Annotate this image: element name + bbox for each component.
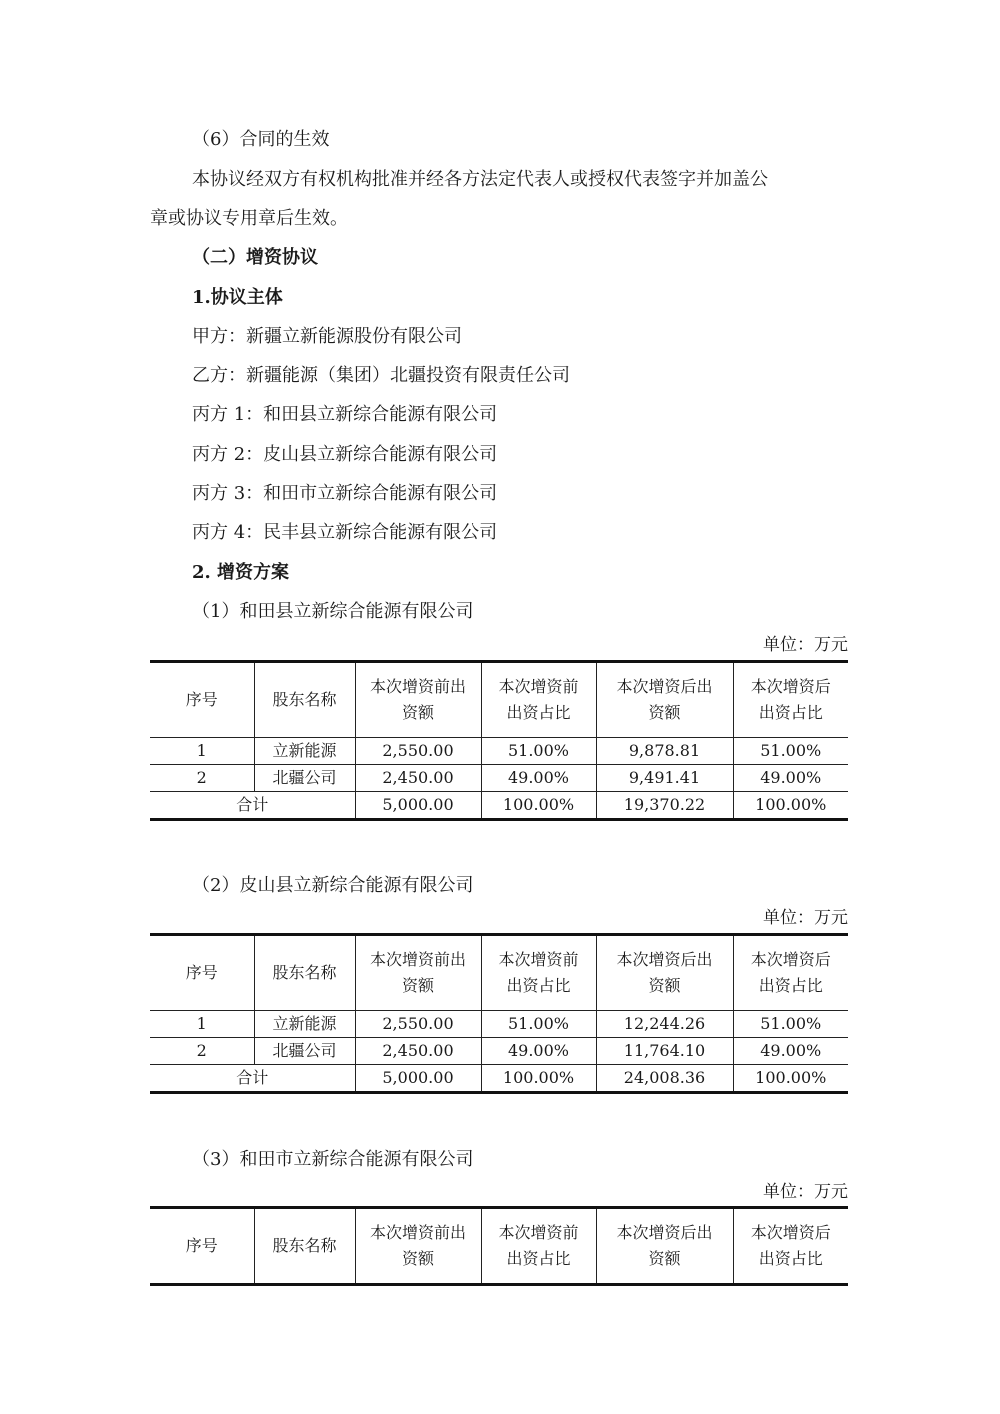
cell-no: 1	[150, 1011, 254, 1038]
contract-effect-text: 本协议经双方有权机构批准并经各方法定代表人或授权代表签字并加盖公	[192, 169, 768, 190]
header-after-amount: 本次增资后出 资额	[596, 935, 733, 1011]
cell-after-ratio: 51.00%	[733, 738, 848, 765]
contract-effect-text-cont: 章或协议专用章后生效。	[150, 208, 348, 229]
table-row	[150, 1011, 848, 1038]
party-c3: 丙方 3：和田市立新综合能源有限公司	[192, 483, 498, 504]
party-a: 甲方：新疆立新能源股份有限公司	[192, 326, 462, 347]
cell-after-amount: 12,244.26	[596, 1011, 733, 1038]
cell-no: 2	[150, 1038, 254, 1065]
cell-name: 立新能源	[254, 738, 355, 765]
table-2-unit: 单位：万元	[763, 908, 848, 928]
cell-after-ratio: 49.00%	[733, 765, 848, 792]
cell-before-amount: 5,000.00	[355, 1065, 481, 1093]
header-before-ratio: 本次增资前 出资占比	[481, 662, 596, 738]
header-after-amount: 本次增资后出 资额	[596, 1208, 733, 1285]
cell-before-ratio: 51.00%	[481, 738, 596, 765]
cell-after-amount: 11,764.10	[596, 1038, 733, 1065]
cell-before-ratio: 51.00%	[481, 1011, 596, 1038]
plan-heading: 2. 增资方案	[192, 562, 290, 583]
cell-before-ratio: 49.00%	[481, 765, 596, 792]
cell-after-amount: 19,370.22	[596, 792, 733, 820]
header-before-ratio: 本次增资前 出资占比	[481, 1208, 596, 1285]
cell-before-amount: 2,450.00	[355, 1038, 481, 1065]
cell-before-ratio: 49.00%	[481, 1038, 596, 1065]
cell-before-ratio: 100.00%	[481, 1065, 596, 1093]
table-header-row	[150, 1208, 848, 1285]
header-after-ratio: 本次增资后 出资占比	[733, 1208, 848, 1285]
table-header-row	[150, 935, 848, 1011]
cell-after-ratio: 100.00%	[733, 792, 848, 820]
header-no: 序号	[150, 935, 254, 1011]
cell-after-amount: 9,878.81	[596, 738, 733, 765]
table-row	[150, 738, 848, 765]
party-c4: 丙方 4：民丰县立新综合能源有限公司	[192, 522, 498, 543]
header-before-amount: 本次增资前出 资额	[355, 1208, 481, 1285]
table-2-title: （2）皮山县立新综合能源有限公司	[192, 875, 474, 896]
table-3	[150, 1206, 848, 1286]
table-2	[150, 933, 848, 1094]
table-row	[150, 1038, 848, 1065]
table-3-title: （3）和田市立新综合能源有限公司	[192, 1149, 474, 1170]
header-before-amount: 本次增资前出 资额	[355, 935, 481, 1011]
cell-total-label: 合计	[150, 1065, 355, 1093]
cell-before-amount: 5,000.00	[355, 792, 481, 820]
cell-after-amount: 24,008.36	[596, 1065, 733, 1093]
capital-increase-heading: （二）增资协议	[192, 247, 318, 268]
table-1-title: （1）和田县立新综合能源有限公司	[192, 601, 474, 622]
header-after-amount: 本次增资后出 资额	[596, 662, 733, 738]
table-row	[150, 765, 848, 792]
party-c2: 丙方 2：皮山县立新综合能源有限公司	[192, 444, 498, 465]
header-shareholder: 股东名称	[254, 935, 355, 1011]
header-shareholder: 股东名称	[254, 1208, 355, 1285]
cell-after-ratio: 49.00%	[733, 1038, 848, 1065]
table-total-row	[150, 792, 848, 820]
cell-before-amount: 2,550.00	[355, 1011, 481, 1038]
contract-effect-heading: （6）合同的生效	[192, 129, 330, 150]
header-no: 序号	[150, 662, 254, 738]
table-total-row	[150, 1065, 848, 1093]
table-1	[150, 660, 848, 821]
cell-name: 北疆公司	[254, 765, 355, 792]
party-b: 乙方：新疆能源（集团）北疆投资有限责任公司	[192, 365, 570, 386]
cell-after-amount: 9,491.41	[596, 765, 733, 792]
header-before-amount: 本次增资前出 资额	[355, 662, 481, 738]
header-after-ratio: 本次增资后 出资占比	[733, 935, 848, 1011]
header-no: 序号	[150, 1208, 254, 1285]
party-c1: 丙方 1：和田县立新综合能源有限公司	[192, 404, 498, 425]
cell-after-ratio: 100.00%	[733, 1065, 848, 1093]
table-3-unit: 单位：万元	[763, 1182, 848, 1202]
parties-heading: 1.协议主体	[192, 287, 283, 308]
header-before-ratio: 本次增资前 出资占比	[481, 935, 596, 1011]
cell-after-ratio: 51.00%	[733, 1011, 848, 1038]
cell-before-amount: 2,550.00	[355, 738, 481, 765]
cell-before-ratio: 100.00%	[481, 792, 596, 820]
header-after-ratio: 本次增资后 出资占比	[733, 662, 848, 738]
cell-name: 立新能源	[254, 1011, 355, 1038]
cell-total-label: 合计	[150, 792, 355, 820]
cell-before-amount: 2,450.00	[355, 765, 481, 792]
cell-no: 1	[150, 738, 254, 765]
header-shareholder: 股东名称	[254, 662, 355, 738]
cell-no: 2	[150, 765, 254, 792]
cell-name: 北疆公司	[254, 1038, 355, 1065]
table-1-unit: 单位：万元	[763, 635, 848, 655]
table-header-row	[150, 662, 848, 738]
